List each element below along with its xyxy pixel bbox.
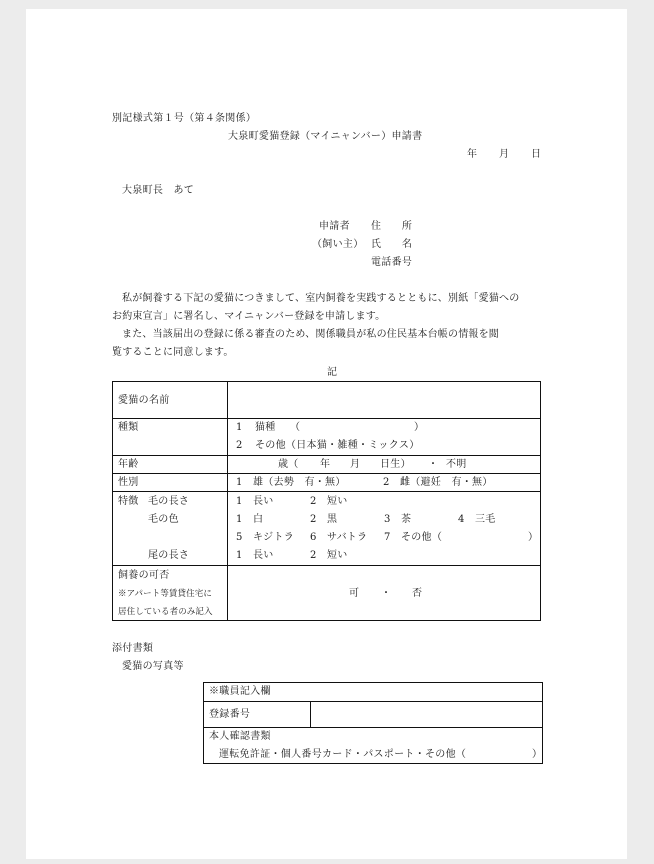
tail-long: 1 長い (236, 550, 274, 561)
birth-month: 月 (350, 459, 361, 470)
keeping-permission-label: 飼養の可否 (118, 570, 170, 581)
age-unknown: 不明 (446, 459, 467, 470)
breed-close-paren: ） (414, 422, 425, 433)
sex-option-male: 1 雄（去勢 有・無） (236, 477, 346, 488)
document-page (26, 9, 627, 859)
registration-number-field[interactable] (312, 703, 541, 726)
age-separator: ・ (428, 459, 439, 470)
id-documents-options: 運転免許証・個人番号カード・パスポート・その他（ (219, 749, 467, 760)
keeping-yes: 可 (349, 588, 360, 599)
address-field-label: 住 所 (371, 221, 413, 232)
cat-name-label: 愛猫の名前 (118, 395, 170, 406)
color-calico: 4 三毛 (458, 514, 496, 525)
form-number: 別記様式第１号（第４条関係） (112, 113, 257, 124)
body-line-4: 覧することに同意します。 (112, 347, 234, 358)
color-other-close-paren: ） (528, 532, 539, 543)
color-brown: 3 茶 (384, 514, 412, 525)
breed-label: 種類 (118, 422, 139, 433)
body-line-1: 私が飼養する下記の愛猫につきまして、室内飼養を実践するとともに、別紙「愛猫への (122, 293, 520, 304)
body-line-2: お約束宣言」に署名し、マイニャンバー登録を申請します。 (112, 311, 386, 322)
row-divider (112, 565, 541, 566)
date-day-label: 日 (531, 149, 542, 160)
breed-open-paren: （ (290, 422, 301, 433)
ki-marker: 記 (327, 367, 338, 378)
age-label: 年齢 (118, 459, 139, 470)
hair-length-label: 毛の長さ (148, 496, 190, 507)
birth-day: 日生） (380, 459, 411, 470)
row-divider (112, 455, 541, 456)
breed-option-1: 猫種 (255, 422, 276, 433)
cat-name-field[interactable] (229, 383, 539, 417)
keeping-no: 否 (412, 588, 423, 599)
keeping-separator: ・ (381, 588, 392, 599)
row-divider (203, 701, 543, 702)
id-documents-label: 本人確認書類 (209, 731, 271, 742)
form-title: 大泉町愛猫登録（マイニャンバー）申請書 (228, 131, 423, 142)
cell-divider (310, 701, 311, 727)
color-kijitora: 5 キジトラ (236, 532, 295, 543)
hair-length-long: 1 長い (236, 496, 274, 507)
date-year-label: 年 (467, 149, 478, 160)
attachments-heading: 添付書類 (112, 643, 154, 654)
tail-short: 2 短い (310, 550, 348, 561)
row-divider (112, 473, 541, 474)
keeping-note-line-1: ※アパート等賃貸住宅に (118, 589, 212, 599)
date-month-label: 月 (499, 149, 510, 160)
sex-option-female: 2 雌（避妊 有・無） (383, 477, 493, 488)
staff-section-heading: ※職員記入欄 (209, 686, 271, 697)
color-sabatora: 6 サバトラ (310, 532, 368, 543)
hair-length-short: 2 短い (310, 496, 348, 507)
features-label: 特徴 (118, 496, 139, 507)
hair-color-label: 毛の色 (148, 514, 179, 525)
phone-field-label: 電話番号 (371, 257, 413, 268)
addressee: 大泉町長 あて (122, 185, 195, 196)
sex-label: 性別 (118, 477, 139, 488)
breed-option-1-number: 1 (236, 422, 243, 433)
id-documents-close-paren: ） (532, 749, 543, 760)
color-black: 2 黒 (310, 514, 338, 525)
applicant-label: 申請者 (319, 221, 350, 232)
color-white: 1 白 (236, 514, 264, 525)
row-divider (112, 418, 541, 419)
registration-number-label: 登録番号 (209, 709, 251, 720)
keeping-note-line-2: 居住している者のみ記入 (118, 607, 213, 617)
name-field-label: 氏 名 (371, 239, 413, 250)
age-years: 歳（ (278, 459, 299, 470)
body-line-3: また、当該届出の登録に係る審査のため、関係職員が私の住民基本台帳の情報を閲 (122, 329, 499, 340)
color-other: 7 その他（ (384, 532, 443, 543)
birth-year: 年 (320, 459, 331, 470)
tail-length-label: 尾の長さ (148, 550, 190, 561)
breed-option-2: その他（日本猫・雑種・ミックス） (255, 440, 420, 451)
row-divider (112, 491, 541, 492)
table-divider (227, 381, 228, 621)
owner-label: （飼い主） (312, 239, 364, 250)
breed-option-2-number: 2 (236, 440, 243, 451)
attachment-photo: 愛猫の写真等 (122, 661, 184, 672)
row-divider (203, 727, 543, 728)
